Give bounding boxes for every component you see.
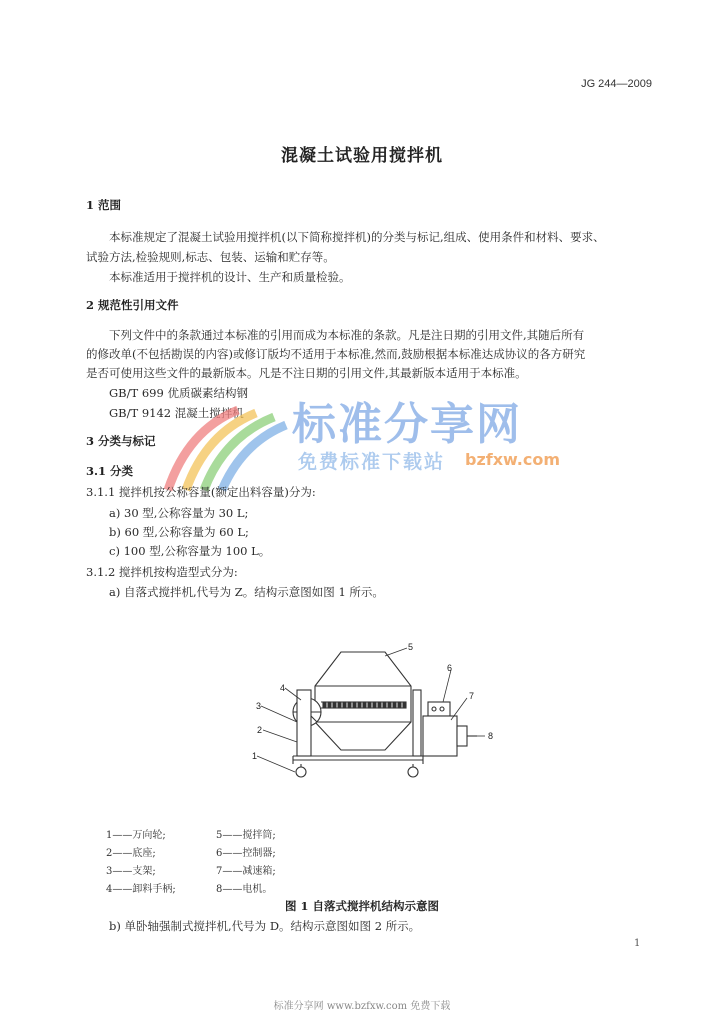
gear-tooth	[323, 702, 326, 708]
callout-number: 4	[280, 683, 286, 693]
callout-number: 7	[469, 691, 475, 701]
watermark-title: 标准分享网	[292, 399, 522, 450]
section-1-paragraph-line: 本标准规定了混凝土试验用搅拌机(以下简称搅拌机)的分类与标记,组成、使用条件和材料、要求、	[109, 230, 605, 244]
list-item: a) 自落式搅拌机,代号为 Z。结构示意图如图 1 所示。	[109, 585, 384, 599]
gear-tooth	[368, 702, 371, 708]
legend-item: 8——电机。	[216, 884, 273, 895]
gear-tooth	[378, 702, 381, 708]
callout-number: 6	[447, 663, 453, 673]
gear-tooth	[353, 702, 356, 708]
drum-shape	[315, 652, 411, 750]
page-number: 1	[634, 938, 641, 949]
list-item: a) 30 型,公称容量为 30 L;	[109, 506, 249, 520]
section-1-heading: 1 范围	[86, 198, 122, 212]
document-title: 混凝土试验用搅拌机	[281, 146, 443, 166]
clause-3-1-2: 3.1.2 搅拌机按构造型式分为:	[86, 565, 238, 579]
reference-item: GB/T 699 优质碳素结构钢	[109, 386, 248, 400]
legend-item: 1——万向轮;	[106, 830, 166, 841]
gear-tooth	[393, 702, 396, 708]
callout-number: 8	[488, 731, 494, 741]
section-2-paragraph-line: 是否可使用这些文件的最新版本。凡是不注日期的引用文件,其最新版本适用于本标准。	[86, 366, 527, 380]
gear-tooth	[358, 702, 361, 708]
standard-code: JG 244—2009	[581, 78, 652, 90]
gear-tooth	[338, 702, 341, 708]
gear-tooth	[383, 702, 386, 708]
motor	[457, 726, 467, 746]
gear-tooth	[388, 702, 391, 708]
callout-number: 2	[257, 725, 263, 735]
watermark-subtitle: 免费标准下载站	[298, 451, 446, 473]
figure-caption: 图 1 自落式搅拌机结构示意图	[284, 899, 439, 913]
legend-item: 6——控制器;	[216, 848, 276, 859]
controller-box	[428, 702, 450, 716]
legend-item: 5——搅拌筒;	[216, 830, 276, 841]
legend-item: 2——底座;	[106, 848, 156, 859]
callout-number: 1	[252, 751, 258, 761]
gear-tooth	[398, 702, 401, 708]
clause-3-1-1: 3.1.1 搅拌机按公称容量(额定出料容量)分为:	[86, 485, 316, 499]
right-stand	[413, 690, 421, 756]
gear-tooth	[333, 702, 336, 708]
list-item: b) 60 型,公称容量为 60 L;	[109, 525, 249, 539]
footer-watermark: 标准分享网 www.bzfxw.com 免费下载	[273, 1001, 451, 1012]
legend-item: 3——支架;	[106, 866, 156, 877]
section-1-paragraph-line: 试验方法,检验规则,标志、包装、运输和贮存等。	[86, 250, 335, 264]
callout-number: 5	[408, 642, 414, 652]
gear-tooth	[328, 702, 331, 708]
reference-item: GB/T 9142 混凝土搅拌机	[109, 406, 244, 420]
gear-tooth	[363, 702, 366, 708]
left-stand	[297, 690, 311, 756]
subsection-3-1-heading: 3.1 分类	[86, 464, 134, 478]
section-3-heading: 3 分类与标记	[86, 434, 156, 448]
callout-number: 3	[256, 701, 262, 711]
caster-wheel	[296, 767, 306, 777]
legend-item: 4——卸料手柄;	[106, 884, 176, 895]
section-2-paragraph-line: 的修改单(不包括勘误的内容)或修订版均不适用于本标准,然而,鼓励根据本标准达成协议的各方研究	[86, 347, 586, 361]
legend-item: 7——减速箱;	[216, 866, 276, 877]
watermark-url: bzfxw.com	[465, 450, 561, 469]
list-item: b) 单卧轴强制式搅拌机,代号为 D。结构示意图如图 2 所示。	[109, 919, 421, 933]
gear-tooth	[373, 702, 376, 708]
section-2-heading: 2 规范性引用文件	[86, 298, 179, 312]
list-item: c) 100 型,公称容量为 100 L。	[109, 544, 271, 558]
gear-tooth	[403, 702, 406, 708]
mixer-diagram	[245, 632, 505, 796]
section-2-paragraph-line: 下列文件中的条款通过本标准的引用而成为本标准的条款。凡是注日期的引用文件,其随后所有	[109, 328, 585, 342]
gear-tooth	[348, 702, 351, 708]
section-1-paragraph-line: 本标准适用于搅拌机的设计、生产和质量检验。	[109, 270, 351, 284]
gear-tooth	[343, 702, 346, 708]
gearbox	[423, 716, 457, 756]
caster-wheel	[408, 767, 418, 777]
